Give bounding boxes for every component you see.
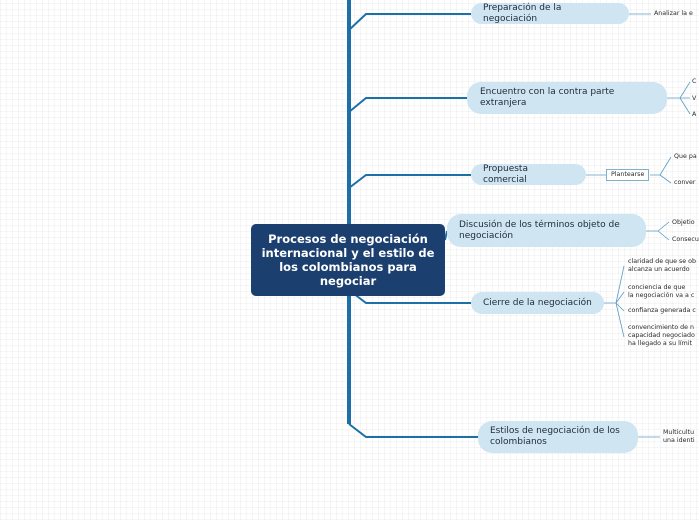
topic-discusion[interactable] [447,214,646,247]
topic-label: Propuesta comercial [483,163,528,185]
topic-label: Preparación de la negociación [483,2,562,24]
sub-line-discusion [646,222,669,240]
topic-label: Discusión de los términos objeto de negociación [459,219,620,241]
branch-estilos [349,424,478,437]
subtopic-estilos-1[interactable]: Multicultu una identi [663,429,695,444]
subtopic-encuentro-1[interactable]: C [692,78,697,85]
subtopic-discusion-2[interactable]: Consecu [672,236,699,243]
sub-line-encuentro [667,82,690,114]
subtopic-propuesta-1[interactable]: Que pa [674,153,697,160]
topic-label: Estilos de negociación de los colombianos [490,426,620,447]
subtopic-cierre-4[interactable]: convencimiento de n capacidad negociado ha llegado a su límit [628,324,695,347]
topic-preparacion[interactable] [471,3,629,24]
sub-line-cierre [604,266,624,337]
subtopic-plantearse[interactable]: Plantearse [606,169,649,181]
central-topic[interactable] [251,224,445,296]
subtopic-cierre-2[interactable]: conciencia de que la negociación va a c [628,284,695,299]
topic-encuentro[interactable] [467,82,667,114]
subtopic-encuentro-3[interactable]: A [692,111,697,118]
subtopic-discusion-1[interactable]: Objetio [672,219,695,226]
branch-preparacion [349,14,471,30]
topic-estilos[interactable] [478,421,638,453]
subtopic-cierre-1[interactable]: claridad de que se ob alcanza un acuerdo [628,258,697,273]
branch-encuentro [349,98,467,112]
subtopic-cierre-3[interactable]: confianza generada c [628,307,696,314]
subtopic-encuentro-2[interactable]: V [692,95,697,102]
subtopic-propuesta-2[interactable]: conver [674,179,696,186]
topic-label: Cierre de la negociación [483,297,592,308]
subtopic-preparacion-1[interactable]: Analizar la e [654,10,693,17]
topic-label: Encuentro con la contra parte extranjera [480,87,615,108]
topic-propuesta[interactable] [471,164,586,185]
central-topic-title: Procesos de negociación internacional y el estilo de los colombianos para negociar [261,232,435,288]
topic-cierre[interactable] [471,292,604,314]
branch-propuesta [349,175,471,188]
